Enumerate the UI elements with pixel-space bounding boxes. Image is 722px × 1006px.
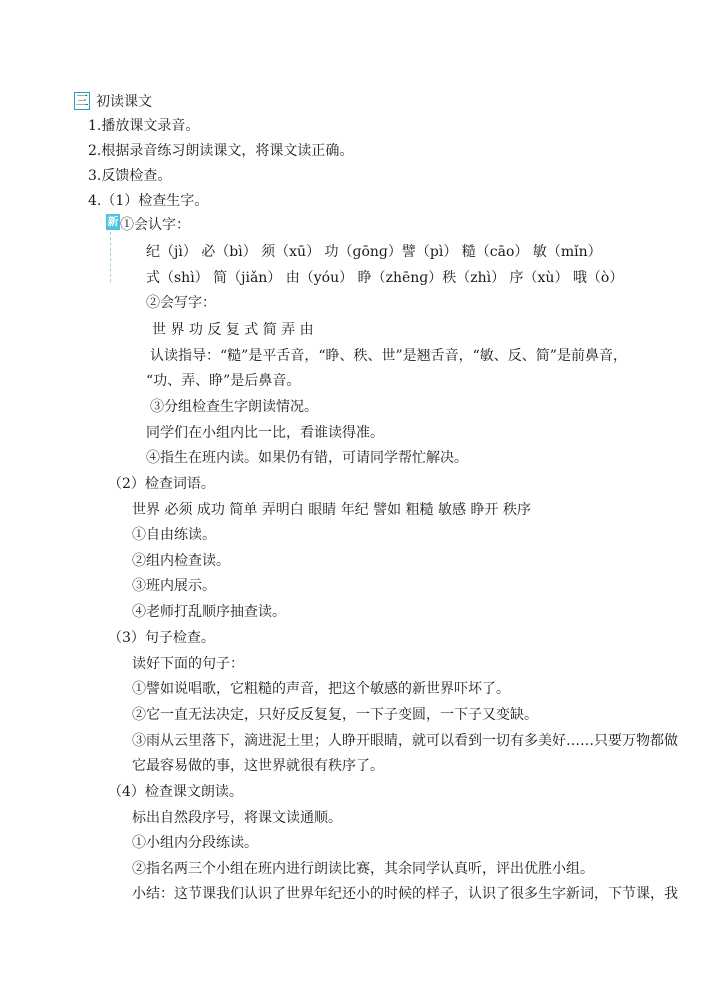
- sentence-item-2: ②它一直无法决定，只好反反复复，一下子变圆，一下子又变缺。: [132, 707, 538, 723]
- words-item-1: ①自由练读。: [132, 527, 216, 543]
- words-item-2: ②组内检查读。: [132, 553, 230, 569]
- guide-line-2: “功、弄、睁”是后鼻音。: [146, 373, 301, 389]
- reading-item-2: ②指名两三个小组在班内进行朗读比赛，其余同学认真听，评出优胜小组。: [132, 861, 594, 877]
- words-item-3: ③班内展示。: [132, 578, 216, 594]
- sentence-item-1: ①譬如说唱歌，它粗糙的声音，把这个敏感的新世界吓坏了。: [132, 681, 510, 697]
- teacher-point: ④指生在班内读。如果仍有错，可请同学帮忙解决。: [146, 450, 468, 466]
- section-title: 初读课文: [96, 94, 152, 110]
- words-list: 世界 必须 成功 简单 弄明白 眼睛 年纪 譬如 粗糙 敏感 睁开 秩序: [132, 502, 531, 518]
- write-chars: 世 界 功 反 复 式 简 弄 由: [152, 322, 314, 338]
- dashed-guide-line: [110, 232, 111, 282]
- reading-item-1: ①小组内分段练读。: [132, 835, 258, 851]
- group-check: ③分组检查生字朗读情况。: [150, 399, 318, 415]
- step-1: 1.播放课文录音。: [88, 118, 200, 134]
- new-mark-icon: 新: [107, 215, 119, 228]
- step-4: 4.（1）检查生字。: [88, 193, 209, 209]
- reading-title: （4）检查课文朗读。: [108, 784, 243, 800]
- guide-line-1: 认读指导：“糙”是平舌音，“睁、秩、世”是翘舌音，“敏、反、简”是前鼻音，: [150, 348, 627, 364]
- sentence-intro: 读好下面的句子：: [132, 656, 244, 672]
- section-badge: 三: [75, 94, 89, 109]
- pinyin-row-2: 式（shì） 简（jiǎn） 由（yóu） 睁（zhēnɡ）秩（zhì） 序（xù） 哦（ò）: [146, 270, 624, 286]
- write-title: ②会写字：: [146, 295, 216, 311]
- sentence-item-3-cont: 它最容易做的事，这世界就很有秩序了。: [132, 758, 384, 774]
- step-2: 2.根据录音练习朗读课文，将课文读正确。: [88, 143, 354, 159]
- reading-intro: 标出自然段序号，将课文读通顺。: [132, 810, 342, 826]
- reading-summary: 小结：这节课我们认识了世界年纪还小的时候的样子，认识了很多生字新词，下节课，我: [132, 886, 678, 902]
- words-title: （2）检查词语。: [108, 476, 215, 492]
- step-3: 3.反馈检查。: [88, 168, 172, 184]
- pinyin-row-1: 纪（jì） 必（bì） 须（xū） 功（ɡōnɡ）譬（pì） 糙（cāo） 敏（mǐn）: [146, 244, 602, 260]
- sentence-title: （3）句子检查。: [108, 630, 215, 646]
- recognize-title: ①会认字：: [120, 217, 190, 233]
- sentence-item-3: ③雨从云里落下，滴进泥土里；人睁开眼睛，就可以看到一切有多美好……只要万物都做: [132, 733, 678, 749]
- compete-text: 同学们在小组内比一比，看谁读得准。: [146, 425, 384, 441]
- words-item-4: ④老师打乱顺序抽查读。: [132, 604, 286, 620]
